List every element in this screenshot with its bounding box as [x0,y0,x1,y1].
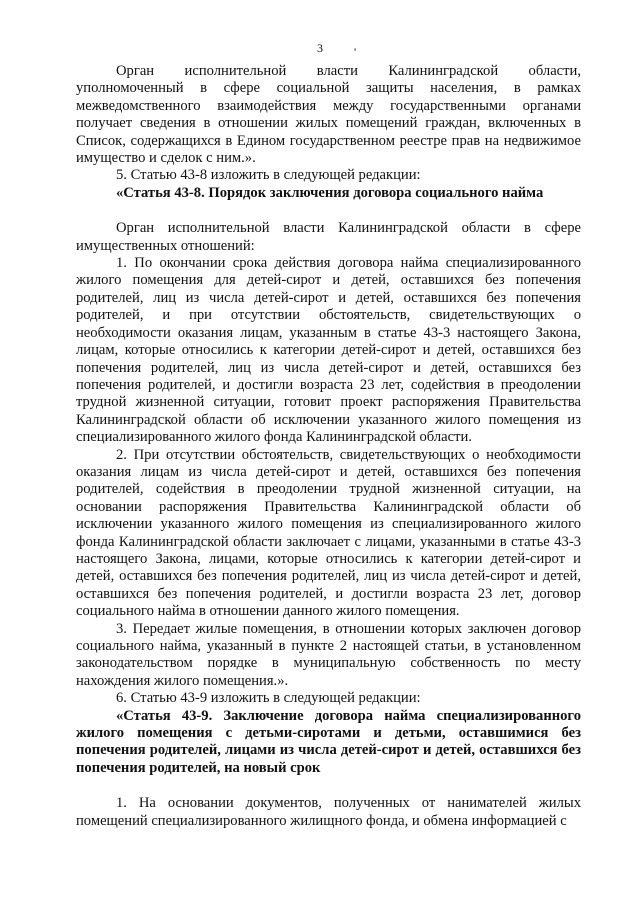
page-number: 3 [317,41,323,55]
article-heading: «Статья 43-8. Порядок заключения договора социального найма [116,184,544,201]
document-body [76,63,581,830]
spacer [76,202,581,220]
amendment-instruction: 6. Статью 43-9 изложить в следующей редакции: [116,690,421,707]
article-heading: «Статья 43-9. Заключение договора найма специализированного жилого помещения с детьми-сиротами и детьми, оставшимися без попечения родителей, лицами из числа детей-сирот и детей, оставшихся без попечения родителей, на новый срок [76,707,581,776]
paragraph: Орган исполнительной власти Калининградской области в сфере имущественных отношений: [76,220,581,254]
spacer [76,777,581,795]
margin-mark: ' [354,45,357,59]
paragraph: Орган исполнительной власти Калининградской области, уполномоченный в сфере социальной защиты населения, в рамках межведомственного взаимодействия между государственными органами получает сведения в отношении жилых помещений граждан, включенных в Список, содержащихся в Едином государственном реестре прав на недвижимое имущество и сделок с ним.». [76,63,581,167]
paragraph: 3. Передает жилые помещения, в отношении которых заключен договор социального найма, указанный в пункте 2 настоящей статьи, в установленном законодательством порядке в муниципальную собственность по месту нахождения жилого помещения.». [76,620,581,689]
paragraph: 1. На основании документов, полученных от нанимателей жилых помещений специализированного жилищного фонда, и обмена информацией с [76,795,581,829]
paragraph: 1. По окончании срока действия договора найма специализированного жилого помещения для детей-сирот и детей, оставшихся без попечения родителей, лиц из числа детей-сирот и детей, оставшихся без попечения родителей, и при отсутствии обстоятельств, свидетельствующих о необходимости оказания лицам, указанным в статье 43-3 настоящего Закона, лицам, которые относились к категории детей-сирот и детей, оставшихся без попечения родителей, лиц из числа детей-сирот и детей, оставшихся без попечения родителей, и достигли возраста 23 лет, содействия в преодолении трудной жизненной ситуации, готовит проект распоряжения Правительства Калининградской области об исключении указанного жилого помещения из специализированного жилого фонда Калининградской области. [76,255,581,446]
paragraph: 2. При отсутствии обстоятельств, свидетельствующих о необходимости оказания лицам из числа детей-сирот и детей, оставшихся без попечения родителей, содействия в преодолении трудной жизненной ситуации, на основании распоряжения Правительства Калининградской области об исключении указанного жилого помещения из специализированного жилого фонда Калининградской области заключает с лицами, указанными в статье 43-3 настоящего Закона, лицами, которые относились к категории детей-сирот и детей, оставшихся без попечения родителей, лиц из числа детей-сирот и детей, оставшихся без попечения родителей, и достигли возраста 23 лет, договор социального найма в отношении данного жилого помещения. [76,446,581,620]
amendment-instruction: 5. Статью 43-8 изложить в следующей редакции: [116,167,421,184]
